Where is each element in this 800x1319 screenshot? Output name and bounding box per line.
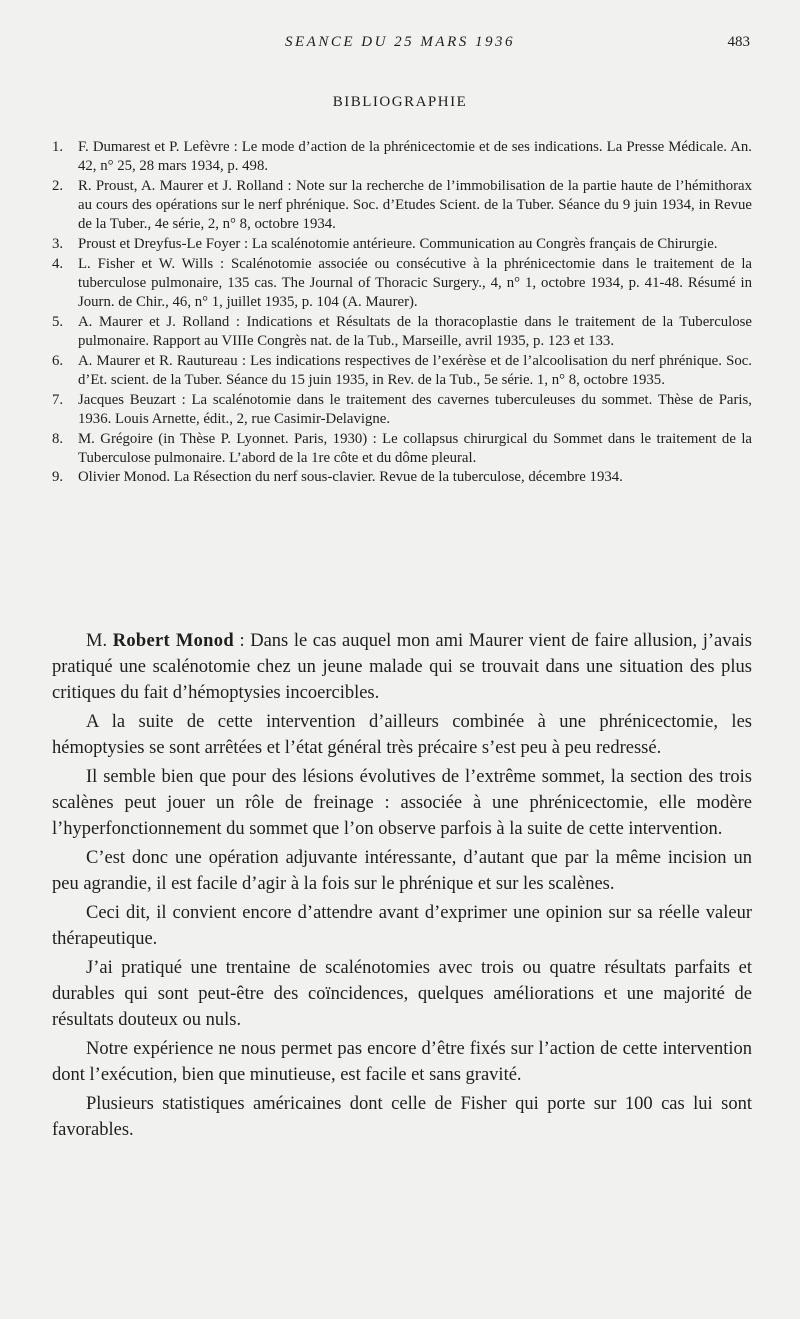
reference-text: R. Proust, A. Maurer et J. Rolland : Note sur la recherche de l’immobilisation de la partie haute de l’hémithorax au cours des opérations sur le nerf phrénique. Soc. d’Etudes Scient. de la Tuber. Séance du 9 juin 1934, in Revue de la Tuber., 4e série, 2, n° 8, octobre 1934. <box>78 177 752 233</box>
reference-text: Jacques Beuzart : La scalénotomie dans le traitement des cavernes tuberculeuses du sommet. Thèse de Paris, 1936. Louis Arnette, édit., 2, rue Casimir-Delavigne. <box>78 391 752 427</box>
body-paragraph: Notre expérience ne nous permet pas encore d’être fixés sur l’action de cette intervention dont l’exécution, bien que minutieuse, est facile et sans gravité. <box>52 1039 752 1085</box>
reference-text: Proust et Dreyfus-Le Foyer : La scalénotomie antérieure. Communication au Congrès français de Chirurgie. <box>78 236 718 253</box>
page-number: 483 <box>727 34 750 50</box>
reference-item <box>52 255 752 313</box>
reference-text: M. Grégoire (in Thèse P. Lyonnet. Paris, 1930) : Le collapsus chirurgical du Sommet dans le traitement de la Tuberculose pulmonaire. L’abord de la 1re côte et du dôme pleural. <box>78 430 752 466</box>
reference-number: 8. <box>52 430 64 447</box>
discussion-text <box>52 628 752 1146</box>
reference-text: A. Maurer et J. Rolland : Indications et Résultats de la thoracoplastie dans le traitement de la Tuberculose pulmonaire. Rapport au VIIIe Congrès nat. de la Tub., Marseille, avril 1935, p. 123 et 133. <box>78 313 752 350</box>
reference-number: 3. <box>52 236 64 253</box>
paragraph-text: : Dans le cas auquel mon ami Maurer vient de faire allusion, j’avais pratiqué une scalénotomie chez un jeune malade qui se trouvait dans une situation des plus critiques du fait d’hémoptysies incoercibles. <box>52 631 753 703</box>
reference-number: 9. <box>52 469 64 486</box>
reference-item <box>52 352 752 390</box>
body-paragraph: J’ai pratiqué une trentaine de scalénotomies avec trois ou quatre résultats parfaits et durables qui sont peut-être des coïncidences, quelques améliorations et une majorité de résultats douteux ou nuls. <box>52 958 752 1030</box>
speaker-name: Robert Monod <box>112 631 234 651</box>
reference-text: L. Fisher et W. Wills : Scalénotomie associée ou consécutive à la phrénicectomie dans le traitement de la tuberculose pulmonaire, 135 cas. The Journal of Thoracic Surgery., 4, n° 1, octobre 1934, p. 41-48. Résumé in Journ. de Chir., 46, n° 1, juillet 1935, p. 104 (A. Maurer). <box>78 255 752 311</box>
bibliography-heading: BIBLIOGRAPHIE <box>332 94 468 110</box>
reference-number: 2. <box>52 177 64 194</box>
bibliography-list <box>52 138 752 488</box>
reference-item <box>52 177 752 235</box>
speaker-title: M. <box>86 631 108 651</box>
reference-number: 6. <box>52 352 64 369</box>
body-paragraph <box>52 628 752 706</box>
reference-item <box>52 430 752 468</box>
reference-item <box>52 468 752 487</box>
body-paragraph: Il semble bien que pour des lésions évolutives de l’extrême sommet, la section des trois scalènes peut jouer un rôle de freinage : associée à une phrénicectomie, elle modère l’hyperfonctionnement du sommet que l’on observe parfois à la suite de cette intervention. <box>52 767 752 839</box>
reference-number: 4. <box>52 255 64 272</box>
reference-number: 7. <box>52 391 64 408</box>
reference-item <box>52 138 752 176</box>
body-paragraph: Plusieurs statistiques américaines dont celle de Fisher qui porte sur 100 cas lui sont favorables. <box>52 1094 752 1140</box>
page-header <box>0 34 800 56</box>
reference-number: 5. <box>52 313 64 330</box>
body-paragraph: C’est donc une opération adjuvante intéressante, d’autant que par la même incision un peu agrandie, il est facile d’agir à la fois sur le phrénique et sur les scalènes. <box>52 848 752 894</box>
body-paragraph: A la suite de cette intervention d’ailleurs combinée à une phrénicectomie, les hémoptysies se sont arrêtées et l’état général très précaire s’est peu à peu redressé. <box>52 712 752 758</box>
body-paragraph: Ceci dit, il convient encore d’attendre avant d’exprimer une opinion sur sa réelle valeur thérapeutique. <box>52 903 752 949</box>
reference-item <box>52 313 752 351</box>
reference-text: A. Maurer et R. Rautureau : Les indications respectives de l’exérèse et de l’alcoolisation du nerf phrénique. Soc. d’Et. scient. de la Tuber. Séance du 15 juin 1935, in Rev. de la Tub., 5e série. 1, n° 8, octobre 1935. <box>78 352 752 388</box>
reference-text: F. Dumarest et P. Lefèvre : Le mode d’action de la phrénicectomie et de ses indications. La Presse Médicale. An. 42, n° 25, 28 mars 1934, p. 498. <box>78 139 752 175</box>
reference-number: 1. <box>52 139 64 155</box>
running-title: SEANCE DU 25 MARS 1936 <box>285 34 515 50</box>
reference-text: Olivier Monod. La Résection du nerf sous-clavier. Revue de la tuberculose, décembre 1934. <box>78 469 623 486</box>
reference-item <box>52 391 752 429</box>
reference-item <box>52 235 752 254</box>
